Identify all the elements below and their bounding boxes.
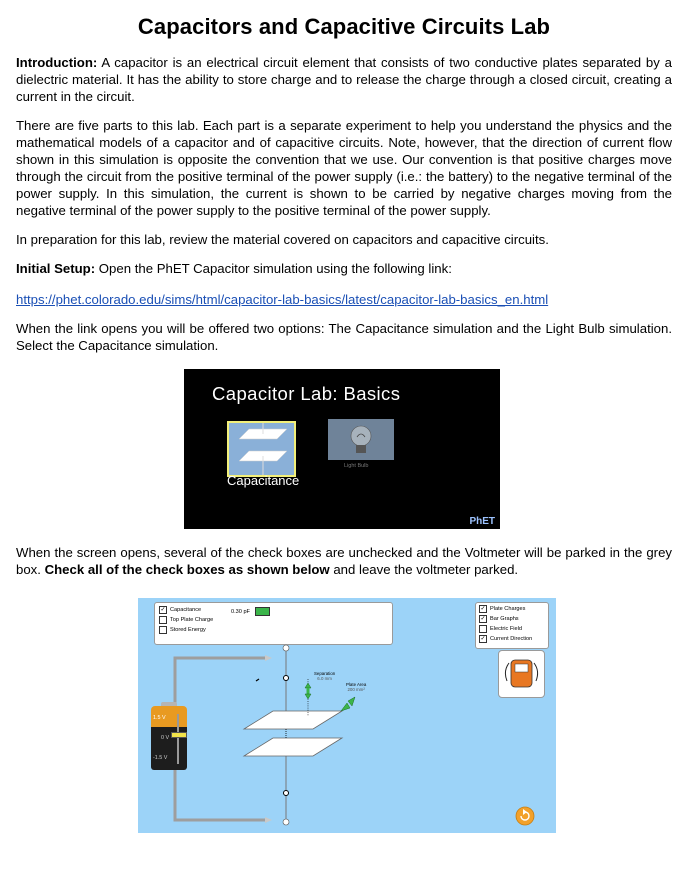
plate-area-value: 200 mm²	[347, 687, 365, 692]
capacitance-screen-label: Capacitance	[227, 473, 300, 488]
top-plate[interactable]	[244, 711, 342, 729]
lightbulb-icon	[328, 419, 394, 460]
top-terminal-icon	[283, 645, 289, 651]
phet-splash-screenshot	[184, 369, 500, 529]
setup-paragraph	[16, 260, 672, 277]
bottom-probe-point-icon	[284, 791, 289, 796]
intro-paragraph	[16, 54, 672, 105]
bottom-plate[interactable]	[244, 738, 342, 756]
lightbulb-screen-button[interactable]	[328, 419, 394, 460]
right-panel-checkbox[interactable]: ✓	[480, 636, 486, 642]
top-probe-point-icon	[284, 676, 289, 681]
separation-label: Separation	[314, 671, 336, 676]
screen-paragraph	[16, 544, 672, 578]
options-paragraph: When the link opens you will be offered two options: The Capacitance simulation and the Light Bulb simulation. Select the Capacitance simulation.	[16, 321, 672, 353]
right-panel-checkbox[interactable]: ✓	[480, 606, 486, 612]
phet-logo: PhET	[469, 516, 495, 527]
left-panel-checkbox-label: Top Plate Charge	[170, 617, 214, 623]
circuit-diagram	[138, 598, 556, 833]
capacitance-value: 0.30 pF	[231, 608, 250, 615]
document-page	[16, 14, 672, 364]
right-panel-checkbox-label: Bar Graphs	[490, 616, 519, 622]
parts-paragraph: There are five parts to this lab. Each part is a separate experiment to help you understand the physics and the mathematical models of a capacitor and of capacitive circuits. Note, however, that the direction of current flow shown in this simulation is opposite the convention that we use. Our convention is that positive charges move through the circuit from the positive terminal of the power supply (i.e.: the battery) to the negative terminal of the power supply. In this simulation, the current is shown to be carried by negative charges moving from the negative terminal of the power supply to the positive terminal of the power supply.	[16, 118, 672, 218]
circuit-wires	[175, 658, 268, 820]
link-paragraph	[16, 291, 672, 308]
page-title: Capacitors and Capacitive Circuits Lab	[137, 14, 551, 39]
prep-paragraph: In preparation for this lab, review the material covered on capacitors and capacitive circuits.	[16, 232, 549, 247]
plate-area-drag-arrow-icon[interactable]	[341, 697, 355, 711]
battery-top-label: 1.5 V	[153, 715, 166, 721]
left-panel-checkbox-label: Stored Energy	[170, 627, 206, 633]
screen-text-end: and leave the voltmeter parked.	[329, 562, 519, 577]
setup-label: Initial Setup:	[16, 261, 96, 276]
splash-title: Capacitor Lab: Basics	[212, 383, 401, 404]
lightbulb-screen-label: Light Bulb	[344, 463, 369, 469]
reset-all-button[interactable]	[516, 807, 534, 825]
battery-slider-track	[177, 714, 179, 764]
setup-text: Open the PhET Capacitor simulation using the following link:	[95, 261, 452, 276]
right-panel-checkbox[interactable]: ✓	[480, 616, 486, 622]
screen-text-start: When the screen opens, several of the check boxes are unchecked and the Voltmeter will be parked in the grey box.	[16, 545, 672, 577]
right-panel-checkbox-label: Plate Charges	[490, 606, 526, 612]
left-panel-checkbox-label: Capacitance	[170, 607, 202, 613]
separation-readout	[314, 671, 335, 681]
minus-charge-icon	[256, 679, 259, 681]
battery-slider-knob[interactable]	[171, 732, 187, 738]
intro-label: Introduction:	[16, 55, 98, 70]
phet-link[interactable]: https://phet.colorado.edu/sims/html/capacitor-lab-basics/latest/capacitor-lab-basics_en.html	[16, 292, 549, 307]
battery-mid-label: 0 V	[161, 735, 170, 741]
right-panel-checkbox-label: Electric Field	[490, 626, 523, 632]
left-panel-checkbox[interactable]: ✓	[160, 607, 166, 613]
separation-drag-arrow-icon[interactable]	[305, 683, 311, 699]
right-panel-checkbox-label: Current Direction	[490, 636, 533, 642]
bottom-terminal-icon	[283, 819, 289, 825]
capacitance-screen-button[interactable]	[227, 421, 296, 477]
capacitor-plates-icon	[229, 423, 294, 475]
intro-text: A capacitor is an electrical circuit element that consists of two conductive plates separated by a dielectric material. It has the ability to store charge and to release the charge through a closed circuit, creating a current in the circuit.	[16, 55, 672, 104]
capacitor-simulation-screenshot	[138, 598, 556, 833]
screen-text-bold: Check all of the check boxes as shown below	[44, 562, 330, 577]
plate-area-readout	[346, 682, 366, 692]
separation-value: 6.0 mm	[317, 676, 332, 681]
battery-bottom-label: -1.5 V	[153, 755, 168, 761]
plate-area-label: Plate Area	[346, 682, 367, 687]
battery[interactable]	[151, 702, 187, 770]
